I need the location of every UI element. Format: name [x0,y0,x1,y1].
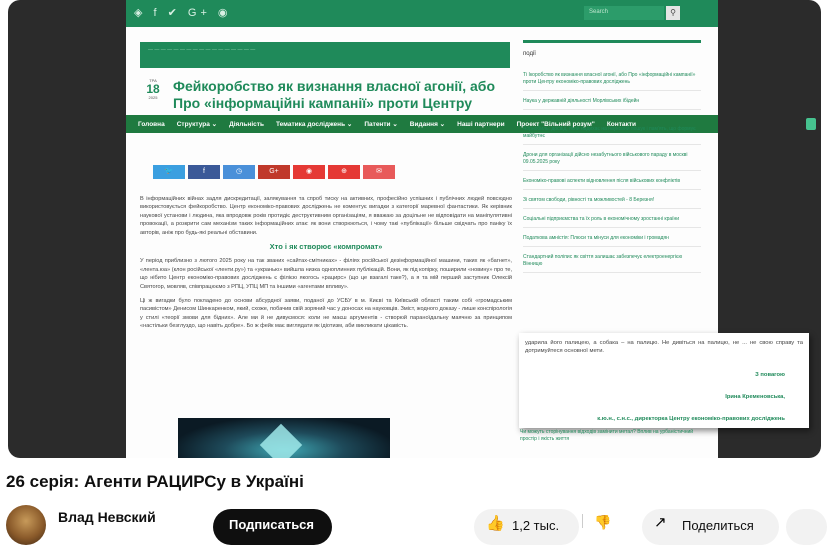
post-date-year: 2025 [148,95,158,100]
sidebar-link[interactable]: Чи можуть сторінування відходів замінити метал? Вплив на урбаністичний простір і якість життя [520,429,694,442]
post-date [142,78,164,100]
sidebar-link[interactable]: Економіко-правові аспекти відновлення після військових конфліктів [523,178,701,190]
breadcrumb: — — — — — — — — — — — — — — — — — [148,47,256,53]
share-site-button[interactable]: G+ [258,165,290,179]
breadcrumb-strip [140,42,510,68]
popup-author: Ірина Кременовська, [725,394,785,400]
nav-item-structure[interactable]: Структура ⌄ [176,121,218,128]
share-site-button[interactable]: ◷ [223,165,255,179]
popup-text: ударила його палицею, а собака – на палицю. Не дивіться на палицю, не ... не свою справу та дотримуйтеся основної мети. [525,340,803,354]
article-body [140,195,512,337]
popup-author-title: к.ю.н., с.н.с., директорка Центру економіко-правових досліджень [597,416,785,422]
more-actions-button[interactable] [786,509,827,545]
share-site-button[interactable]: ◉ [293,165,325,179]
sidebar-link[interactable]: Стандартний поліпис як свіття залишає забезпечує електроенергією Вінницю [523,254,701,273]
share-icon: ↗ [654,514,667,531]
sidebar-link[interactable]: Чорнобиль: досвід, який надихає на науковий пошук і пам'ять, що формує майбутнє [523,126,701,145]
share-site-button[interactable]: 🐦 [153,165,185,179]
post-date-dow: ТРА [149,78,157,83]
quote-popup [519,333,809,428]
article-paragraph: В інформаційних війнах задля дискредитації, залякування та спроб тиску на активних, професійно успішних і публічних людей повсюдно використовується фейкоробство. Центр економіко-правових досліджень не коментує вигадки з категорії маревної фантастики. Як керівник наукової установи і людина, яка впродовж років протидіє деструктивним організаціям, я вважаю за доцільне не відповідати на маніпулятивні провокації, а розкрити сам механізм таких інформаційних атак: як вони створюються, і чому такі «публікації» більше свідчать про паніку їх авторів, аніж про будь-які реальні обставини. [140,196,512,236]
avatar[interactable] [6,505,46,545]
sidebar-link[interactable]: Соціальні підприємства та їх роль в економічному зростанні країни [523,216,701,228]
like-dislike-divider [582,514,583,528]
share-site-button[interactable]: ⊕ [328,165,360,179]
share-site-button[interactable]: f [188,165,220,179]
site-search-input[interactable]: Search [584,6,664,20]
nav-item-publications[interactable]: Видання ⌄ [409,121,446,128]
sidebar-link[interactable]: Наука у державній діяльності Морлівських ібідейн [523,98,701,110]
nav-item-topics[interactable]: Тематика досліджень ⌄ [275,121,353,128]
article-subheading: Хто і як створює «компромат» [269,242,383,252]
article-paragraph: У період приблизно з лютого 2025 року на так званих «сайтах-смітниках» - філіях російської дезінформаційної машини, таких як «багнет», «лента.юа» (клон російської «ленти.ру») та «укранью» вийшла низка одноплинних публікацій. Вони, як під копірку, поширили «новину» про те, що нібито Центр економіко-правових досліджень є філією якогось «рацирс» (що це взагалі таке?), а я та мій перший заступник Олексій Святогор, мовляв, співпрацюємо з РПЦ, УПЦ МП та іншими «агентами впливу». [140,258,512,290]
nav-item-partners[interactable]: Наші партнери [457,120,505,128]
sidebar-link[interactable]: Податкова амністія: Плюси та мінуси для економіки і громадян [523,235,701,247]
article-paragraph: Ці ж вигадки було покладено до основи абсурдної заяви, поданої до УСБУ в м. Києві та Київській області таким собі «громадським пасивістом» Денисом Шинкаренком, який, схоже, побачив свій зоряний час у доносах на науковців. Зміст, жодного доказу - лише конспірологія у стилі «теорії змови для бідних». Але ми й не дивуємося: коли не маєш аргументів - створюй параноїдальну маячню за принципом «настільки безглуздо, що навіть добре». Бо ж фейк має виглядати як ідіотизм, аби викликати цікавість. [140,298,512,330]
subscribe-button[interactable]: Подписаться [213,509,332,545]
article-image [178,418,390,458]
social-icons: ◈ f ✔ G+ ◉ [134,7,232,19]
site-top-bar [126,0,718,27]
post-date-day: 18 [146,82,160,96]
video-title: 26 серія: Агенти РАЦИРСу в Україні [6,472,304,491]
nav-item-contacts[interactable]: Контакти [606,120,636,128]
floating-widget-icon[interactable] [806,118,816,130]
nav-item-home[interactable]: Головна [138,120,165,128]
thumbs-up-icon: 👍 [486,515,505,532]
sidebar-link[interactable]: Ті Ікоробство як визнання власної агонії, або Про «інформаційні кампанії» проти Центру економіко-правових досліджень [523,72,701,91]
article-headline: Фейкоробство як визнання власної агонії, або Про «інформаційні кампанії» проти Центру [173,78,495,111]
share-bar [153,165,395,179]
sidebar-link[interactable]: Зі святом свободи, рівності та можливостей - 8 Березня! [523,197,701,209]
sidebar-news [523,40,701,273]
popup-signoff: З повагою [755,372,785,378]
nav-item-project[interactable]: Проект "Вільний розум" [516,120,595,128]
search-icon[interactable]: ⚲ [666,6,680,20]
sidebar-link[interactable]: Дрони для організації дійсно незабутнього військового параду в москві 09.05.2025 року [523,152,701,171]
sidebar-heading: події [523,40,701,57]
channel-name[interactable]: Влад Невский [58,509,156,525]
thumbs-down-icon[interactable]: 👎 [594,514,612,530]
share-site-button[interactable]: ✉ [363,165,395,179]
nav-item-patents[interactable]: Патенти ⌄ [364,121,398,128]
share-button[interactable]: Поделиться [642,509,779,545]
like-button[interactable]: 1,2 тыс. [474,509,579,545]
nav-item-activity[interactable]: Діяльність [229,120,264,128]
crystal-shape [260,424,302,458]
